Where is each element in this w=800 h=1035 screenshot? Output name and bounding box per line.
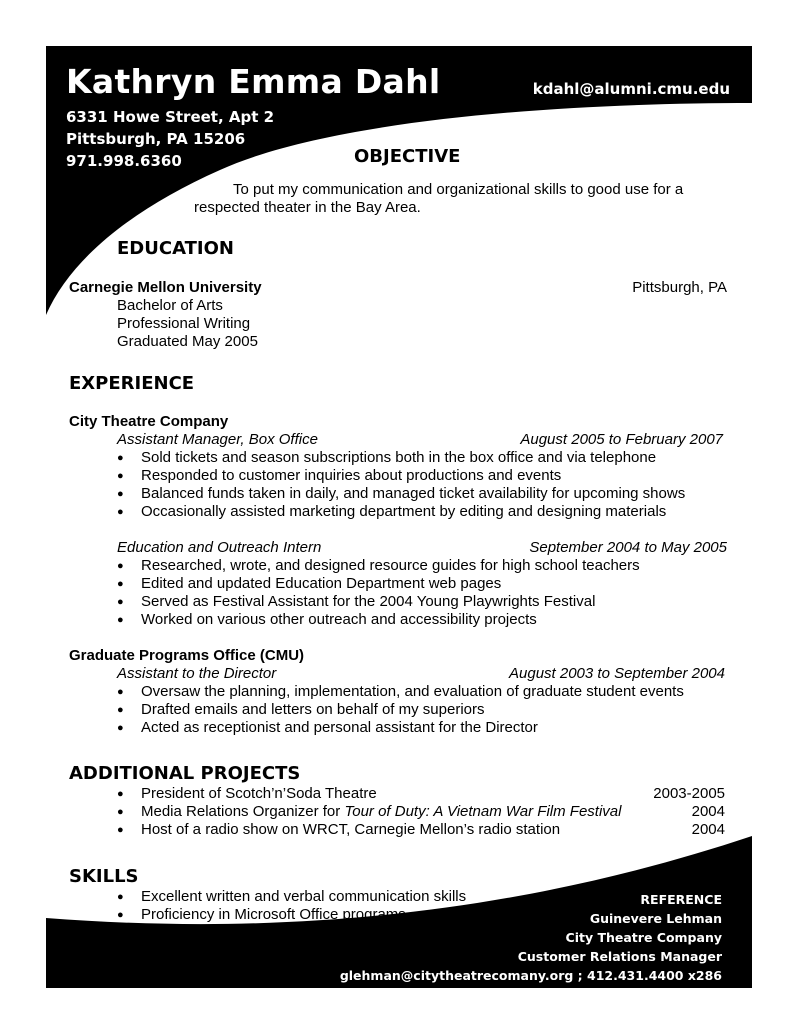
candidate-name: Kathryn Emma Dahl: [66, 62, 441, 101]
bullet-icon: ●: [117, 891, 124, 903]
projects-list: [117, 785, 725, 839]
bullet-icon: ●: [117, 824, 124, 836]
list-item: ● Responded to customer inquiries about productions and events: [117, 467, 562, 484]
phone-number: 971.998.6360: [66, 152, 182, 170]
address-city: Pittsburgh, PA 15206: [66, 130, 246, 148]
bullet-icon: ●: [117, 578, 124, 590]
list-item: ● Oversaw the planning, implementation, and evaluation of graduate student events: [117, 683, 684, 700]
project-year: 2004: [691, 821, 725, 838]
bullet-icon: ●: [117, 470, 124, 482]
bullet-icon: ●: [117, 596, 124, 608]
education-heading: EDUCATION: [117, 238, 234, 259]
graduation-date: Graduated May 2005: [117, 333, 258, 350]
skills-list: [117, 888, 466, 942]
job-dates: August 2003 to September 2004: [509, 665, 725, 682]
bullet-icon: ●: [117, 927, 124, 939]
list-item: ● Researched, wrote, and designed resource guides for high school teachers: [117, 557, 640, 574]
major: Professional Writing: [117, 315, 251, 332]
objective-line-2: respected theater in the Bay Area.: [194, 199, 421, 216]
reference-name: Guinevere Lehman: [589, 911, 722, 926]
objective-heading: OBJECTIVE: [354, 146, 461, 167]
experience-heading: EXPERIENCE: [69, 373, 195, 394]
employer-city-theatre: City Theatre Company: [69, 413, 229, 430]
reference-heading: REFERENCE: [640, 892, 722, 907]
list-item: ● Media Relations Organizer for Tour of Duty: A Vietnam War Film Festival 2004: [117, 803, 725, 820]
reference-contact[interactable]: glehman@citytheatrecomany.org ; 412.431.4400 x286: [339, 968, 722, 983]
school-name: Carnegie Mellon University: [69, 279, 262, 296]
bullet-icon: ●: [117, 488, 124, 500]
bullet-icon: ●: [117, 909, 124, 921]
bullet-icon: ●: [117, 452, 124, 464]
address-street: 6331 Howe Street, Apt 2: [66, 108, 275, 126]
degree: Bachelor of Arts: [117, 297, 223, 314]
job-dates: September 2004 to May 2005: [529, 539, 727, 556]
job-duties-list: [117, 557, 640, 629]
bullet-icon: ●: [117, 560, 124, 572]
skills-heading: SKILLS: [69, 866, 139, 887]
list-item: ● Basic knowledge of HTML: [117, 924, 316, 941]
objective-line-1: To put my communication and organizational skills to good use for a: [233, 181, 684, 198]
job-title: Education and Outreach Intern: [117, 539, 322, 556]
list-item: ● Sold tickets and season subscriptions both in the box office and via telephone: [117, 449, 657, 466]
job-duties-list: [117, 683, 684, 737]
bullet-icon: ●: [117, 722, 124, 734]
bullet-icon: ●: [117, 806, 124, 818]
employer-cmu: Graduate Programs Office (CMU): [69, 647, 305, 664]
list-item: ● Balanced funds taken in daily, and managed ticket availability for upcoming shows: [117, 485, 686, 502]
bullet-icon: ●: [117, 788, 124, 800]
school-location: Pittsburgh, PA: [632, 279, 727, 296]
job-duties-list: [117, 449, 685, 521]
list-item: ● President of Scotch’n’Soda Theatre 2003-2005: [117, 785, 725, 802]
list-item: ● Occasionally assisted marketing department by editing and designing materials: [117, 503, 667, 520]
job-title: Assistant Manager, Box Office: [117, 431, 318, 448]
project-year: 2003-2005: [653, 785, 725, 802]
bullet-icon: ●: [117, 704, 124, 716]
bullet-icon: ●: [117, 506, 124, 518]
list-item: ● Served as Festival Assistant for the 2004 Young Playwrights Festival: [117, 593, 596, 610]
list-item: ● Worked on various other outreach and accessibility projects: [117, 611, 537, 628]
bullet-icon: ●: [117, 686, 124, 698]
list-item: ● Excellent written and verbal communication skills: [117, 888, 467, 905]
bullet-icon: ●: [117, 614, 124, 626]
project-year: 2004: [691, 803, 725, 820]
list-item: ● Drafted emails and letters on behalf of my superiors: [117, 701, 485, 718]
list-item: ● Host of a radio show on WRCT, Carnegie Mellon’s radio station 2004: [117, 821, 725, 838]
list-item: ● Acted as receptionist and personal assistant for the Director: [117, 719, 538, 736]
projects-heading: ADDITIONAL PROJECTS: [69, 763, 301, 784]
list-item: ● Edited and updated Education Department web pages: [117, 575, 502, 592]
email-address[interactable]: kdahl@alumni.cmu.edu: [532, 80, 730, 98]
list-item: ● Proficiency in Microsoft Office programs: [117, 906, 406, 923]
reference-title: Customer Relations Manager: [517, 949, 722, 964]
job-title: Assistant to the Director: [117, 665, 277, 682]
reference-company: City Theatre Company: [565, 930, 722, 945]
job-dates: August 2005 to February 2007: [520, 431, 723, 448]
